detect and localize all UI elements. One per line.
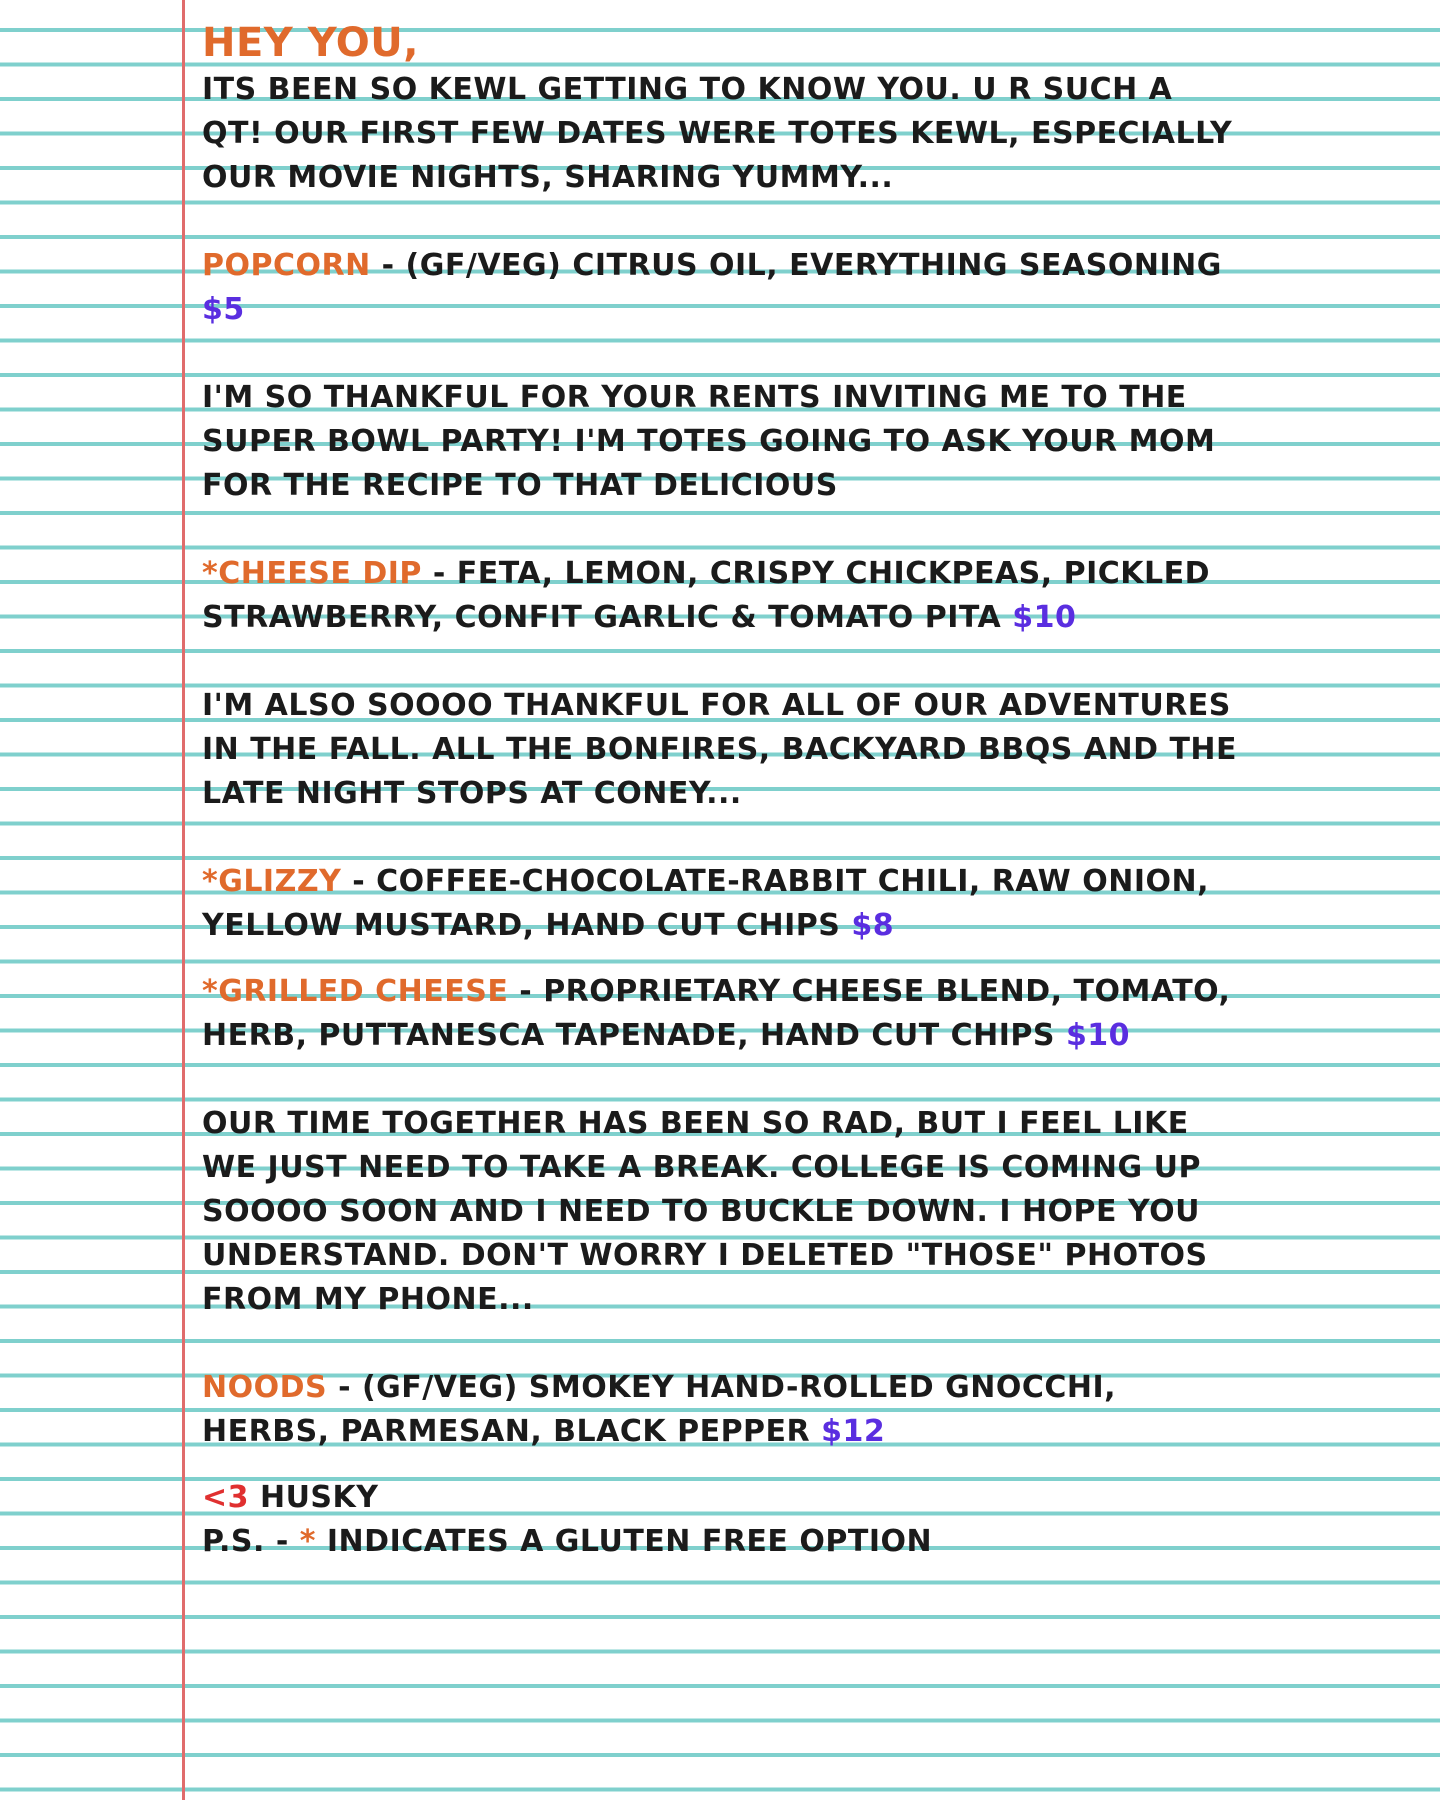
menu-item-grilled-cheese (202, 970, 1242, 1058)
letter-body (202, 18, 1242, 1564)
paragraph-intro: ITS BEEN SO KEWL GETTING TO KNOW YOU. U R SUCH A QT! OUR FIRST FEW DATES WERE TOTES KEWL, ESPECIALLY OUR MOVIE NIGHTS, SHARING YUMMY... (202, 72, 1233, 195)
postscript (202, 1520, 1242, 1564)
menu-item-description: - COFFEE-CHOCOLATE-RABBIT CHILI, RAW ONION, YELLOW MUSTARD, HAND CUT CHIPS (202, 864, 1209, 943)
menu-item-name: *GRILLED CHEESE (202, 974, 509, 1009)
menu-item-popcorn (202, 244, 1242, 332)
ps-prefix: P.S. - (202, 1524, 289, 1559)
menu-item-name: *GLIZZY (202, 864, 342, 899)
signoff (202, 1476, 1242, 1520)
menu-item-glizzy (202, 860, 1242, 948)
heart-symbol: <3 (202, 1480, 250, 1515)
menu-item-price: $10 (1012, 600, 1077, 635)
paragraph-super-bowl: I'M SO THANKFUL FOR YOUR RENTS INVITING ME TO THE SUPER BOWL PARTY! I'M TOTES GOING TO ASK YOUR MOM FOR THE RECIPE TO THAT DELICIOUS (202, 380, 1216, 503)
menu-item-price: $5 (202, 292, 245, 327)
menu-item-noods (202, 1366, 1242, 1454)
menu-item-name: POPCORN (202, 248, 371, 283)
menu-item-name: NOODS (202, 1370, 328, 1405)
menu-item-cheese-dip (202, 552, 1242, 640)
menu-item-price: $8 (851, 908, 895, 943)
menu-item-description: - (GF/VEG) CITRUS OIL, EVERYTHING SEASONING (370, 248, 1222, 283)
menu-item-price: $12 (821, 1414, 886, 1449)
menu-item-description: - FETA, LEMON, CRISPY CHICKPEAS, PICKLED STRAWBERRY, CONFIT GARLIC & TOMATO PITA (202, 556, 1211, 635)
ps-text: INDICATES A GLUTEN FREE OPTION (326, 1524, 933, 1559)
signoff-name: HUSKY (259, 1480, 379, 1515)
margin-line (182, 0, 185, 1800)
greeting: HEY YOU, (202, 20, 419, 66)
menu-item-description: - (GF/VEG) SMOKEY HAND-ROLLED GNOCCHI, HERBS, PARMESAN, BLACK PEPPER (202, 1370, 1117, 1449)
paragraph-fall-adventures: I'M ALSO SOOOO THANKFUL FOR ALL OF OUR ADVENTURES IN THE FALL. ALL THE BONFIRES, BACKYARD BBQS AND THE LATE NIGHT STOPS AT CONEY... (202, 688, 1238, 811)
asterisk-symbol: * (299, 1524, 316, 1559)
paragraph-break-up: OUR TIME TOGETHER HAS BEEN SO RAD, BUT I FEEL LIKE WE JUST NEED TO TAKE A BREAK. COLLEGE IS COMING UP SOOOO SOON AND I NEED TO BUCKLE DOWN. I HOPE YOU UNDERSTAND. DON'T WORRY I DELETED "THOSE" PHOTOS FROM MY PHONE... (202, 1106, 1208, 1317)
menu-item-price: $10 (1065, 1018, 1131, 1053)
menu-item-name: *CHEESE DIP (202, 556, 422, 591)
menu-item-description: - PROPRIETARY CHEESE BLEND, TOMATO, HERB, PUTTANESCA TAPENADE, HAND CUT CHIPS (202, 974, 1231, 1053)
